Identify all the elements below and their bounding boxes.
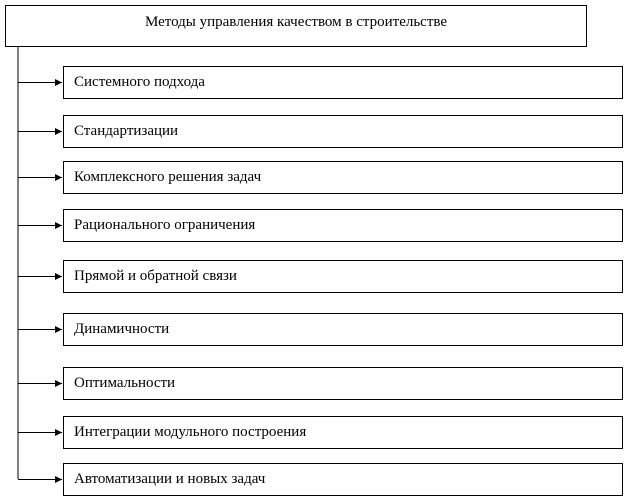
- diagram-title-box: [5, 5, 587, 47]
- method-box-1: [63, 66, 623, 99]
- method-box-4: [63, 209, 623, 242]
- method-box-3: [63, 161, 623, 194]
- method-label-7: Оптимальности: [74, 375, 176, 391]
- method-label-1: Системного подхода: [74, 74, 205, 90]
- method-label-8: Интеграции модульного построения: [74, 424, 307, 440]
- method-label-6: Динамичности: [74, 321, 170, 337]
- method-box-7: [63, 367, 623, 400]
- method-box-2: [63, 115, 623, 148]
- diagram-title: Методы управления качеством в строительстве: [144, 13, 448, 30]
- method-label-5: Прямой и обратной связи: [74, 268, 237, 284]
- method-box-6: [63, 313, 623, 346]
- method-label-2: Стандартизации: [74, 123, 179, 139]
- method-box-5: [63, 260, 623, 293]
- method-label-3: Комплексного решения задач: [74, 169, 262, 185]
- method-box-8: [63, 416, 623, 449]
- method-label-4: Рационального ограничения: [74, 217, 256, 233]
- method-box-9: [63, 463, 623, 496]
- method-label-9: Автоматизации и новых задач: [74, 471, 266, 487]
